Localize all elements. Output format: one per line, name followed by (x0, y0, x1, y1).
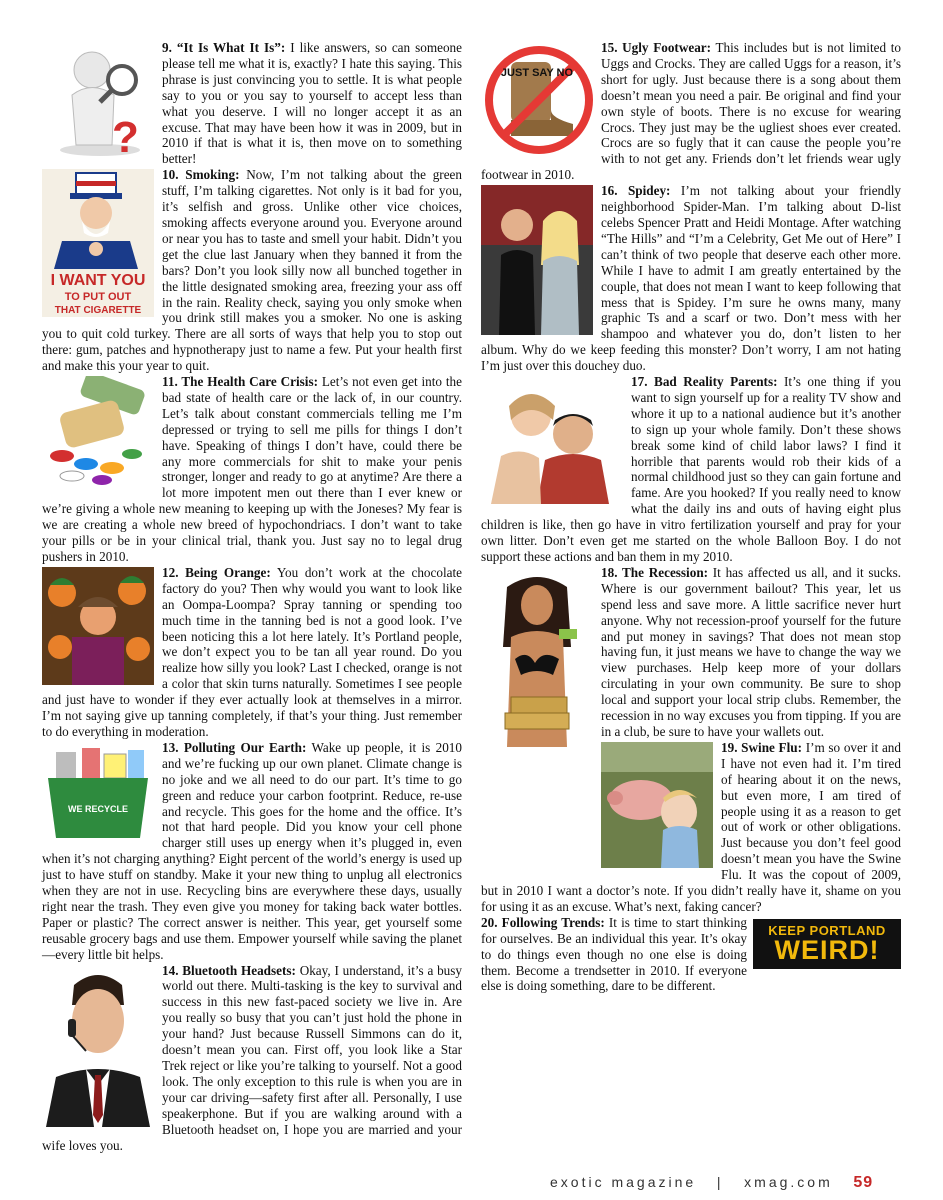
recession-model-image (481, 567, 593, 761)
section-20: KEEP PORTLAND WEIRD! 20. Following Trends: It is time to start thinking for ourselves. Be an individual this year. It’s okay to do things even though no one else is doing them. Become a trendsetter in 2010. If everyone else is doing something, dare to be different. (481, 915, 901, 995)
ugg-boot-image (481, 40, 593, 158)
section-14: 14. Bluetooth Headsets: Okay, I understand, it’s a busy world out there. Multi-tasking is the key to survival and success in this new fast-paced society we live in. Are you really so busy that you can’t just hold the phone in your hand? Just because Russell Simmons can do it, doesn’t mean you can. First off, you look like a Star Trek reject or like you’re talking to yourself. Not a good look. The only exception to this rule is when you are in your car driving—safety first after all. Personally, I use speakerphone. But if you are walking around with a Bluetooth headset on, I hope you are married and your wife loves you. (42, 962, 462, 1153)
section-12: 12. Being Orange: You don’t work at the chocolate factory do you? Then why would you want to look like an Oompa-Loompa? Spray tanning or spending too much time in the tanning bed is not a good look. I’ve been noticing this a lot here lately. It’s Portland people, we don’t expect you to be tan all year round. Do you realize how silly you look? Last I checked, orange is not a color that skin turns naturally. Sometimes I see people and just have to wonder if they ever actually look at themselves in a mirror. I’m not saying give up tanning completely, if that’s your thing. Just remember to do everything in moderation. (42, 564, 462, 739)
oompa-loompa-image (42, 567, 154, 685)
recycle-bin-image (42, 742, 154, 842)
svg-text:I WANT YOU: I WANT YOU (50, 272, 146, 290)
section-9: 9. “It Is What It Is”: I like answers, so can someone please tell me what it is, exactly? I hate this saying. This phrase is just convincing you to settle. It is what people say to you or you say to yourself to accept less than what you deserve. I will no longer accept it as an excuse. That may have been how it was in 2009, but in 2010 if that is what it is, then move on to something better! (162, 40, 462, 167)
svg-text:THAT CIGARETTE: THAT CIGARETTE (54, 305, 142, 317)
keep-portland-weird-sign: KEEP PORTLAND WEIRD! (753, 919, 901, 969)
section-18: 18. The Recession: It has affected us all, and it sucks. Where is our government bailout? This year, let us spend less and save more. A little sacrifice never hurt anyone. Why not recession-proof yourself for the future and put money in savings? That does not mean stop having fun, it just means we have to change the way we view purchases. Help keep more of your dollars circulating in your own community. Be sure to shop local and support your local strip clubs. Remember, the recession in no way excuses you from tipping. If you are in a club, be sure to have your wallets out. (601, 564, 901, 739)
section-16: 16. Spidey: I’m not talking about your friendly neighborhood Spider-Man. I’m talking about D-list celebs Spencer Pratt and Heidi Montage. After watching “The Hills” and “I’m a Celebrity, Get Me out of Here” I can’t think of two people that deserve each other more. While I have to admit I am greatly entertained by the couple, that does not mean I want to keep following that mess that is Spidey. I’m sure he owns many, many graphic Ts and a scarf or two. Don’t mess with her shampoo and whatever you do, don’t listen to her album. Why do we keep feeding this monster? Don’t worry, I am not hating I’m just over this douchey duo. (481, 183, 901, 374)
section-10: 10. Smoking: Now, I’m not talking about the green stuff, I’m talking cigarettes. Not only is it bad for you, it’s selfish and gross. Unlike other vice choices, smoking affects everyone around you. Everyone around or near you has to taste and smell your habit. Didn’t you get the clue last January when they banned it from the bars? Don’t you look silly now all bunched together in the little designated smoking area, freezing your ass off in the rain. Reality check, saying you only smoke when you drink still makes you a smoker. No one is asking you to quit cold turkey. There are all sorts of ways that help you to stop out there: gum, patches and hypnotherapy just to name a few. Put your health first and make this your year to quit. (42, 167, 462, 374)
svg-text:WE RECYCLE: WE RECYCLE (67, 803, 129, 814)
reality-parents-image (481, 376, 623, 504)
right-column (481, 40, 901, 994)
section-19: 19. Swine Flu: I’m so over it and I have not even had it. I’m tired of hearing about it on the news, but even more, I am tired of people using it as a reason to get out of work or other obligations. Just because you don’t feel good doesn’t mean you have the Swine Flu. It was the copout of 2009, but in 2010 I want a doctor’s note. If you didn’t really have it, shame on you for using it as an excuse. What’s next, faking cancer? (481, 739, 901, 914)
section-15: 15. Ugly Footwear: This includes but is not limited to Uggs and Crocks. They are called Uggs for a reason, it’s short for ugly. Just because there is a song about them doesn’t mean you need a pair. Be original and find your own style of boots. There is no excuse for wearing Crocs. They just may be the ugliest shoes ever created. Crocs are so fugly that it can cause the people you’re with to not get any. Friends don’t let friends wear ugly footwear in 2010. (481, 40, 901, 183)
spidey-couple-image (481, 185, 593, 335)
page-footer (550, 1174, 910, 1192)
svg-text:?: ? (112, 113, 139, 160)
publication-name: exotic magazine (550, 1174, 697, 1190)
uncle-sam-image (42, 169, 154, 317)
footer-separator: | (716, 1174, 724, 1190)
section-13: 13. Polluting Our Earth: Wake up people, it is 2010 and we’re fucking up our own planet. Climate change is no joke and we all need to do our part. It’s time to go green and reduce your carbon footprint. Reduce, re-use and recycle. This goes for the home and the office. It’s not that hard people. Did you know your cell phone charger still uses up energy when it’s plugged in, even when it’s not charging anything? Eight percent of the world’s energy is used up just to have stuff on standby. Make it your new thing to unplug all electronics when they are not in use. Recycling bins are everywhere these days, usually right near the trash. They even give you money for taking back water bottles. Paper or plastic? The correct answer is neither. This year, get yourself some reusable grocery bags and use them. Empower yourself while saving the planet—every little bit helps. (42, 739, 462, 962)
question-figure-image (42, 40, 154, 160)
pills-image (42, 376, 154, 486)
swine-flu-image (601, 742, 713, 868)
site-url[interactable]: xmag.com (744, 1174, 833, 1190)
section-17: 17. Bad Reality Parents: It’s one thing if you want to sign yourself up for a reality TV show and whore it up to a national audience but it’s another to sign up your whole family. Don’t these shows break some kind of child labor laws? I find it horrible that parents would rob their kids of a normal childhood just so they can gain fortune and fame. Are you hooked? If you really need to know what the daily ins and outs of having eight plus children is like, then go have in vitro fertilization yourself and pray for your own litter. Don’t even get me started on the whole Balloon Boy. I do not support these actions and ban them in my 2010. (481, 374, 902, 564)
left-column (42, 40, 462, 1153)
svg-text:TO PUT OUT: TO PUT OUT (64, 291, 132, 304)
page-number: 59 (853, 1174, 874, 1191)
bluetooth-man-image (42, 965, 154, 1127)
section-11: 11. The Health Care Crisis: Let’s not even get into the bad state of health care or the lack of, in our country. Let’s talk about constant commercials telling me I’m depressed or trying to sell me pills for things I don’t have. Speaking of things I don’t have, could there be any more commercials for shit to make your penis stronger, longer and ready to go at anytime? Are there a lot more impotent men out there than I ever knew or we’re giving a whole new meaning to keeping up with the Joneses? My fear is we are creating a whole new breed of hypochondriacs. I don’t want to take your pills or be in your clinical trial, thank you. Just say no to legal drug pushers in 2010. (42, 374, 462, 564)
svg-text:JUST SAY NO: JUST SAY NO (500, 67, 574, 79)
